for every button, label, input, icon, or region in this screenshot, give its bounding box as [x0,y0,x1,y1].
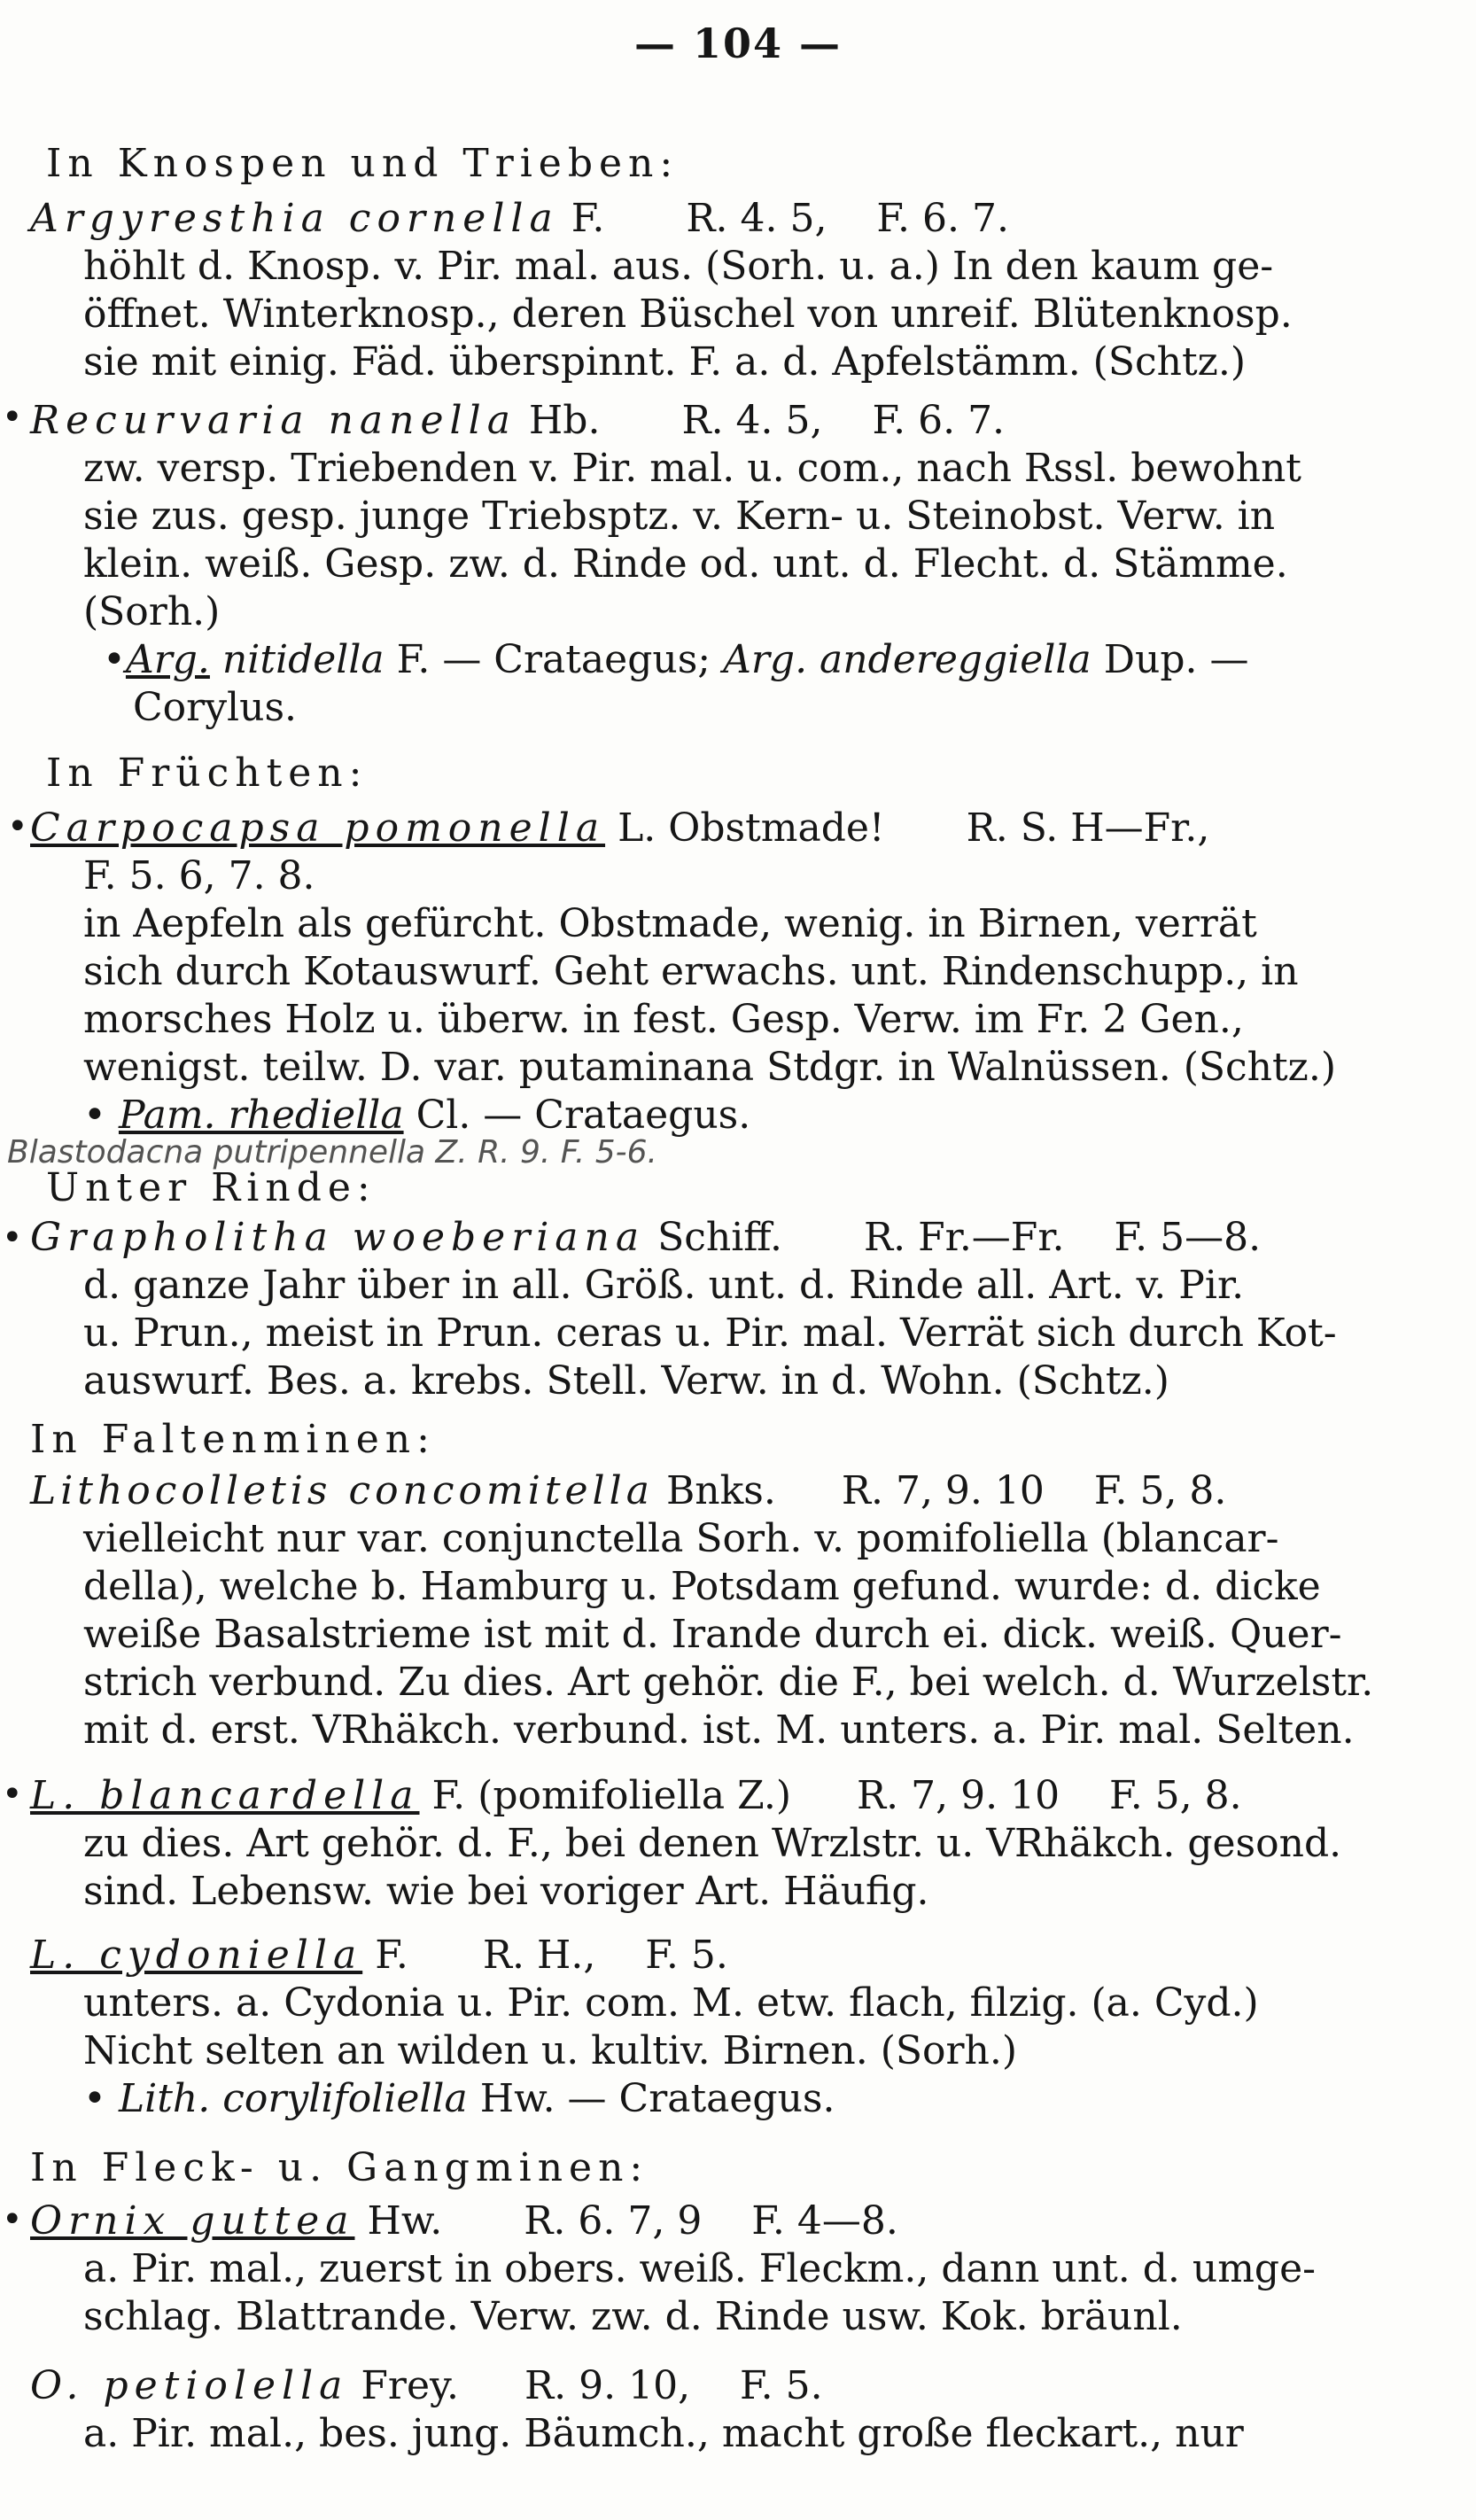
note-text: Cl. — Crataegus. [416,1093,751,1138]
species-author: L. Obstmade! [618,805,885,851]
species-author: Hw. [367,2198,443,2244]
entry-text-line: a. Pir. mal., zuerst in obers. weiß. Fleckm., dann unt. d. umge- [83,2246,1316,2291]
entry-text-line: wenigst. teilw. D. var. putaminana Stdgr. in Walnüssen. (Schtz.) [83,1045,1336,1090]
species-name: Recurvaria nanella [30,398,517,443]
entry-text-line: zw. versp. Triebenden v. Pir. mal. u. com., nach Rssl. bewohnt [83,446,1301,491]
handwritten-annotation: Blastodacna putripennella Z. R. 9. F. 5-6. [7,1134,657,1171]
entry-text-line: sie mit einig. Fäd. überspinnt. F. a. d. Apfelstämm. (Schtz.) [83,339,1246,385]
species-author: F. [375,1933,408,1978]
entry-text-line: auswurf. Bes. a. krebs. Stell. Verw. in d. Wohn. (Schtz.) [83,1358,1169,1404]
entry-recurvaria-nanella [30,397,1005,445]
note-text: Hw. — Crataegus. [479,2076,835,2121]
note-text: Dup. — [1103,637,1249,682]
bullet-mark: • [83,2076,106,2121]
species-times: R. H., F. 5. [482,1933,728,1978]
bullet-mark: • [2,1217,23,1258]
species-name: O. petiolella [30,2363,349,2408]
entry-carpocapsa-pomonella [30,805,1209,852]
species-name: L. cydoniella [30,1933,363,1978]
entry-text-line: (Sorh.) [83,589,221,634]
species-times: F. 5. 6, 7. 8. [83,853,315,898]
species-author: F. [571,196,605,241]
species-author: Bnks. [665,1468,776,1513]
entry-text-line: sie zus. gesp. junge Triebsptz. v. Kern- u. Steinobst. Verw. in [83,494,1276,539]
section-heading-fruits: In Früchten: [46,751,369,796]
entry-text-line: unters. a. Cydonia u. Pir. com. M. etw. flach, filzig. (a. Cyd.) [83,1980,1259,2026]
entry-lithocolletis-concomitella [30,1467,1226,1515]
species-name: L. blancardella [30,1773,420,1818]
entry-text-line: höhlt d. Knosp. v. Pir. mal. aus. (Sorh. u. a.) In den kaum ge- [83,244,1274,289]
note-line [83,2075,835,2123]
entry-argyresthia-cornella [30,195,1009,243]
species-author: Hb. [528,398,601,443]
species-name: Lithocolletis concomitella [30,1468,654,1513]
note-species: nitidella [221,637,385,682]
note-species: Pam. rhediella [118,1093,404,1138]
note-genus: Arg. [125,637,210,682]
entry-text-line: sich durch Kotauswurf. Geht erwachs. unt. Rindenschupp., in [83,949,1299,994]
entry-text-line: mit d. erst. VRhäkch. verbund. ist. M. unters. a. Pir. mal. Selten. [83,1707,1355,1753]
species-times: R. 9. 10, F. 5. [524,2363,823,2408]
entry-text-line: Nicht selten an wilden u. kultiv. Birnen. (Sorh.) [83,2028,1018,2073]
species-name: Grapholitha woeberiana [30,1215,646,1260]
bullet-mark: • [2,397,23,438]
note-line [103,636,1249,684]
species-author: Schiff. [657,1215,782,1260]
entry-text-line: schlag. Blattrande. Verw. zw. d. Rinde usw. Kok. bräunl. [83,2294,1183,2339]
bullet-mark: • [2,1774,23,1815]
page-number: — 104 — [633,19,843,67]
entry-o-petiolella [30,2362,823,2410]
species-times: R. 4. 5, F. 6. 7. [686,196,1009,241]
bullet-mark: • [7,806,28,847]
entry-ornix-guttea [30,2197,898,2245]
species-name: Argyresthia cornella [30,196,559,241]
entry-text-line: zu dies. Art gehör. d. F., bei denen Wrzlstr. u. VRhäkch. gesond. [83,1821,1342,1866]
entry-text-line: d. ganze Jahr über in all. Größ. unt. d. Rinde all. Art. v. Pir. [83,1263,1245,1308]
species-times: R. Fr.—Fr. F. 5—8. [863,1215,1262,1260]
entry-text-line: vielleicht nur var. conjunctella Sorh. v. pomifoliella (blancar- [83,1516,1279,1561]
note-text: F. — Crataegus; [396,637,711,682]
species-author: Frey. [361,2363,460,2408]
entry-text-line: della), welche b. Hamburg u. Potsdam gefund. wurde: d. dicke [83,1564,1321,1609]
species-name: Ornix guttea [30,2198,355,2244]
bullet-mark: • [2,2199,23,2240]
section-heading-blotch-mines: In Fleck- u. Gangminen: [30,2145,649,2190]
entry-l-cydoniella [30,1932,728,1979]
note-species: Arg. andereggiella [723,637,1091,682]
entry-text-line: strich verbund. Zu dies. Art gehör. die F., bei welch. d. Wurzelstr. [83,1660,1374,1705]
entry-text-line: u. Prun., meist in Prun. ceras u. Pir. mal. Verrät sich durch Kot- [83,1311,1337,1356]
entry-text-line: klein. weiß. Gesp. zw. d. Rinde od. unt. d. Flecht. d. Stämme. [83,541,1288,587]
entry-text-line: morsches Holz u. überw. in fest. Gesp. Verw. im Fr. 2 Gen., [83,997,1244,1042]
note-species: Lith. corylifoliella [118,2076,468,2121]
species-author: F. (pomifoliella Z.) [431,1773,792,1818]
entry-text-line: in Aepfeln als gefürcht. Obstmade, wenig. in Birnen, verrät [83,901,1257,946]
species-times: R. 6. 7, 9 F. 4—8. [524,2198,898,2244]
species-times: R. S. H—Fr., [966,805,1210,851]
entry-grapholitha-woeberiana [30,1214,1261,1262]
entry-l-blancardella [30,1772,1242,1820]
entry-text-line: weiße Basalstrieme ist mit d. Irande durch ei. dick. weiß. Quer- [83,1612,1342,1657]
entry-text-line: a. Pir. mal., bes. jung. Bäumch., macht große fleckart., nur [83,2411,1244,2456]
entry-text-line: sind. Lebensw. wie bei voriger Art. Häufig. [83,1869,929,1914]
species-times: R. 4. 5, F. 6. 7. [681,398,1006,443]
species-times: R. 7, 9. 10 F. 5, 8. [857,1773,1242,1818]
entry-text-line: öffnet. Winterknosp., deren Büschel von unreif. Blütenknosp. [83,292,1293,337]
note-line: Corylus. [133,685,298,730]
section-heading-bark: Unter Rinde: [46,1165,377,1210]
section-heading-buds: In Knospen und Trieben: [46,141,680,186]
species-name: Carpocapsa pomonella [30,805,606,851]
bullet-mark: • [103,637,126,682]
bullet-mark: • [83,1093,106,1138]
species-times: R. 7, 9. 10 F. 5, 8. [841,1468,1227,1513]
section-heading-fold-mines: In Faltenminen: [30,1417,436,1462]
